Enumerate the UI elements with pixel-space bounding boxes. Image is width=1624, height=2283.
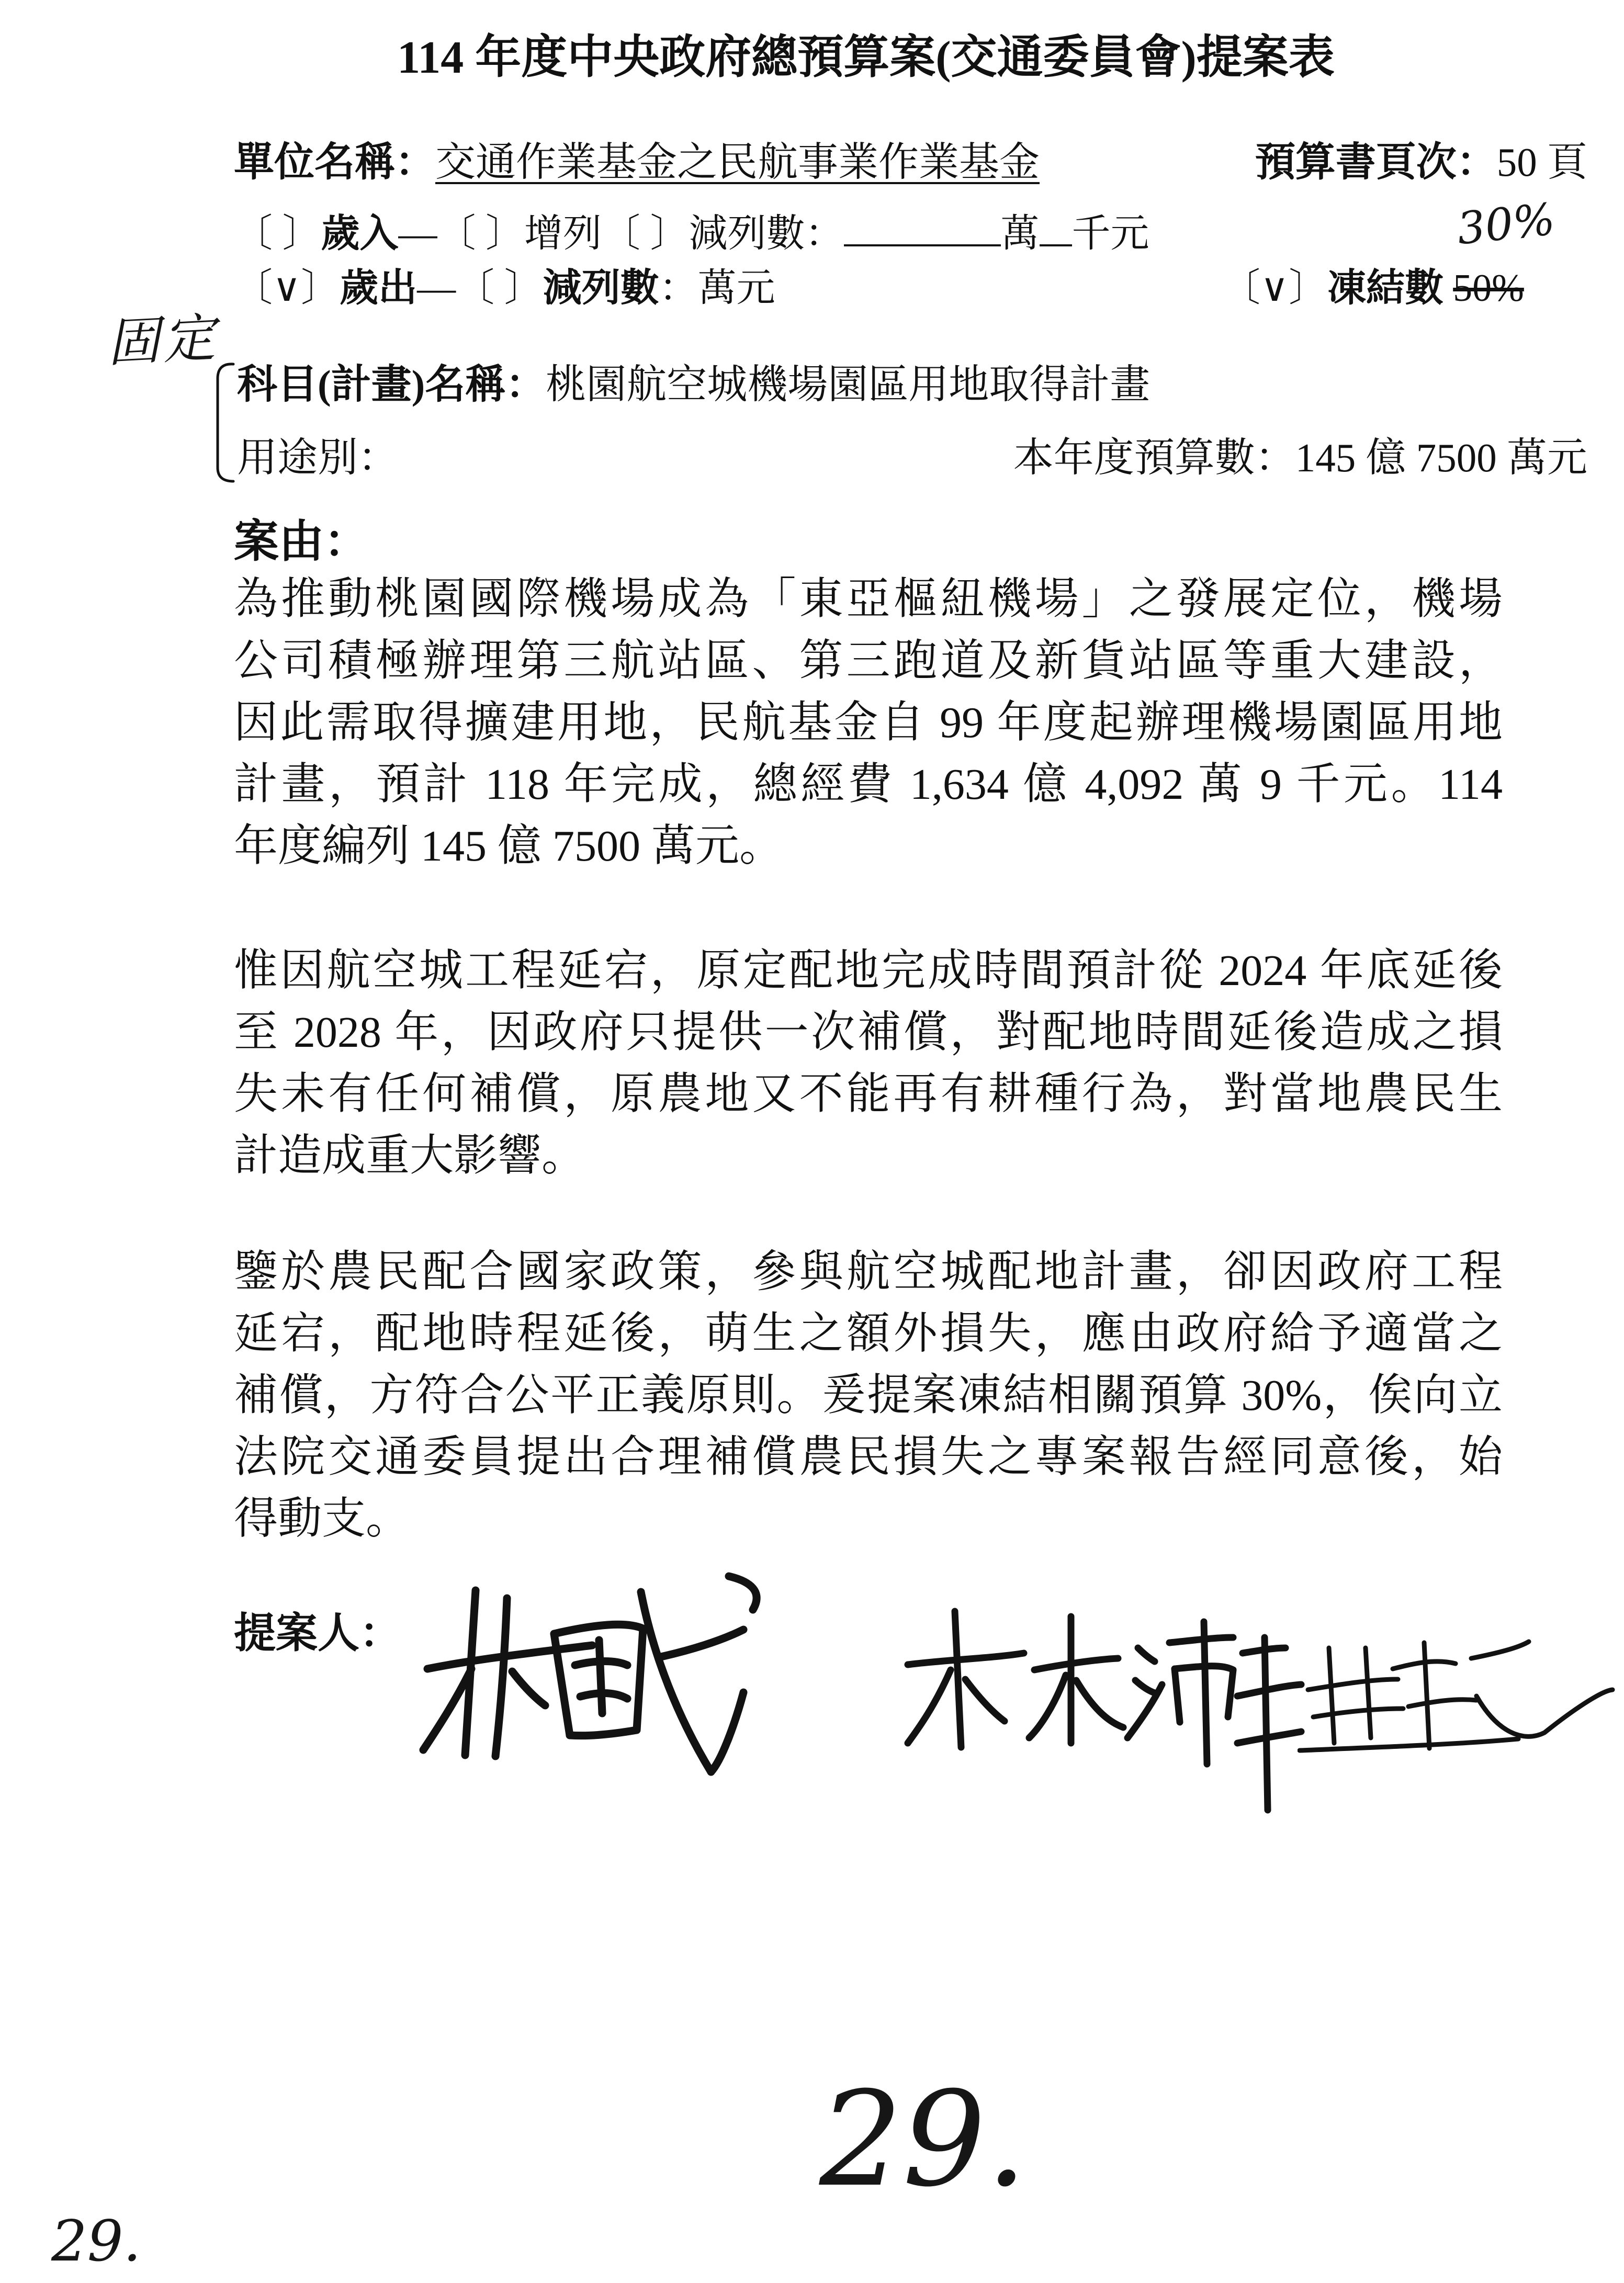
expenditure-options: —〔 〕: [417, 267, 543, 310]
subject-value: 桃園航空城機場園區用地取得計畫: [546, 362, 1151, 407]
budget-value: 145 億 7500 萬元: [1295, 435, 1587, 480]
freeze-printed-value: 50%: [1453, 267, 1524, 310]
reason-label: 案由：: [234, 516, 369, 567]
reason-paragraph-1: [234, 569, 1503, 877]
paragraph-line: 計畫，預計 118 年完成，總經費 1,634 億 4,092 萬 9 千元。114: [234, 760, 1503, 809]
reason-paragraph-3: [234, 1241, 1503, 1550]
unit-label: 單位名稱：: [234, 140, 435, 185]
unit-qian: 千元: [1072, 212, 1149, 255]
amount-qian-blank: [1040, 217, 1072, 246]
subject-bracket: [209, 361, 235, 484]
signature-1: [417, 1562, 783, 1781]
paragraph-line: 延宕，配地時程延後，萌生之額外損失，應由政府給予適當之: [234, 1309, 1503, 1358]
paragraph-line: 至 2028 年，因政府只提供一次補償，對配地時間延後造成之損: [234, 1008, 1503, 1057]
freeze-row: [1222, 265, 1524, 312]
subject-row: [237, 360, 1150, 409]
paragraph-line: 失未有任何補償，原農地又不能再有耕種行為，對當地農民生: [234, 1070, 1503, 1118]
paragraph-line: 因此需取得擴建用地，民航基金自 99 年度起辦理機場園區用地: [234, 698, 1503, 747]
document-title: 114 年度中央政府總預算案(交通委員會)提案表: [397, 32, 1335, 83]
unit-value: 交通作業基金之民航事業作業基金: [435, 140, 1040, 185]
subject-label: 科目(計畫)名稱：: [237, 362, 546, 407]
unit-row: [234, 138, 1040, 186]
margin-note: 固定: [106, 307, 220, 374]
page-ref-row: [1255, 138, 1587, 186]
freeze-checkbox: 〔∨〕: [1222, 267, 1328, 310]
revenue-line: [234, 210, 1149, 257]
unit-wan: 萬: [1000, 212, 1040, 255]
paragraph-line: 計造成重大影響。: [234, 1132, 586, 1180]
paragraph-line: 補償，方符合公平正義原則。爰提案凍結相關預算 30%，俟向立: [234, 1371, 1503, 1420]
amount-wan-blank: [844, 217, 1001, 246]
revenue-checkbox: 〔 〕: [234, 212, 321, 255]
usage-row: [237, 434, 398, 482]
paragraph-line: 得動支。: [234, 1495, 410, 1543]
signature-2: [897, 1590, 1305, 1815]
page-ref-label: 預算書頁次：: [1255, 140, 1497, 185]
paragraph-line: 為推動桃園國際機場成為「東亞樞紐機場」之發展定位，機場: [234, 575, 1503, 624]
freeze-label: 凍結數: [1327, 267, 1444, 310]
cut-label: 減列數: [543, 267, 659, 310]
cut-amount-unit: ：萬元: [659, 267, 775, 310]
paragraph-line: 法院交通委員提出合理補償農民損失之專案報告經同意後，始: [234, 1433, 1503, 1482]
page-ref-value: 50 頁: [1496, 140, 1587, 185]
proposer-label: 提案人：: [234, 1611, 401, 1657]
paragraph-line: 年度編列 145 億 7500 萬元。: [234, 822, 784, 871]
revenue-label: 歲入: [321, 212, 399, 255]
expenditure-checkbox: 〔∨〕: [234, 267, 340, 310]
usage-label: 用途別：: [237, 435, 398, 480]
paragraph-line: 惟因航空城工程延宕，原定配地完成時間預計從 2024 年底延後: [234, 946, 1503, 995]
budget-label: 本年度預算數：: [1013, 435, 1295, 480]
signature-3: [1298, 1627, 1617, 1758]
paragraph-line: 鑒於農民配合國家政策，參與航空城配地計畫，卻因政府工程: [234, 1248, 1503, 1296]
budget-row: [1013, 434, 1587, 482]
paragraph-line: 公司積極辦理第三航站區、第三跑道及新貨站區等重大建設，: [234, 637, 1503, 685]
handwritten-page-number: 29.: [819, 2063, 1028, 2216]
revenue-options: —〔 〕增列〔 〕減列數：: [398, 212, 844, 255]
expenditure-label: 歲出: [340, 267, 418, 310]
freeze-handwritten-value: 30%: [1454, 193, 1558, 255]
reason-paragraph-2: [234, 940, 1503, 1187]
expenditure-line: [234, 265, 775, 312]
corner-page-mark: 29.: [51, 2209, 141, 2274]
